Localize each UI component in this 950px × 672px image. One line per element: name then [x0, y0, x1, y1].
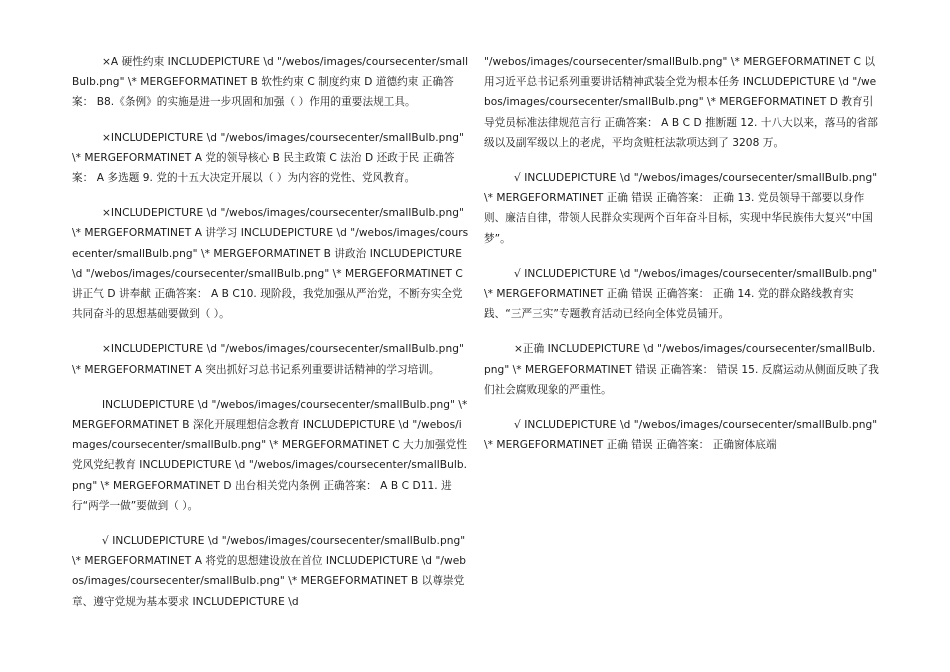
question-paragraph: ×正确 INCLUDEPICTURE \d "/webos/images/coursecenter/smallBulb.png" \* MERGEFORMATINET 错误 正确答案： 错误 15. 反腐运动从侧面反映了我们社会腐败现象的严重性。 [484, 343, 879, 396]
question-paragraph: INCLUDEPICTURE \d "/webos/images/coursecenter/smallBulb.png" \* MERGEFORMATINET B 深化开展理想信念教育 INCLUDEPICTURE \d "/webos/images/coursecenter/smallBulb.png" \* MERGEFORMATINET C 大力加强党性党风党纪教育 INCLUDEPICTURE \d "/webos/images/coursecenter/smallBulb.png" \* MERGEFORMATINET D 出台相关党内条例 正确答案： A B C D11. 进行“两学一做”要做到（ ）。 [72, 398, 468, 512]
question-paragraph: ×A 硬性约束 INCLUDEPICTURE \d "/webos/images/coursecenter/smallBulb.png" \* MERGEFORMATINET B 软性约束 C 制度约束 D 道德约束 正确答案： B8.《条例》的实施是进一步巩固和加强（ ）作用的重要法规工具。 [72, 56, 469, 109]
question-paragraph: ×INCLUDEPICTURE \d "/webos/images/coursecenter/smallBulb.png" \* MERGEFORMATINET A 党的领导核心 B 民主政策 C 法治 D 还政于民 正确答案： A 多选题 9. 党的十五大决定开展以（ ）为内容的党性、党风教育。 [72, 131, 464, 185]
question-paragraph: "/webos/images/coursecenter/smallBulb.png" \* MERGEFORMATINET C 以用习近平总书记系列重要讲话精神武装全党为根本任务 INCLUDEPICTURE \d "/webos/images/coursecenter/smallBulb.png" \* MERGEFORMATINET D 教育引导党员标准法律规范言行 正确答案： A B C D 推断题 12. 十八大以来，落马的省部级以及副军级以上的老虎，平均贪赃枉法款项达到了 3208 万。 [484, 56, 878, 149]
question-paragraph: √ INCLUDEPICTURE \d "/webos/images/coursecenter/smallBulb.png" \* MERGEFORMATINET 正确 错误 正确答案： 正确 13. 党员领导干部要以身作则、廉洁自律，带领人民群众实现两个百年奋斗目标，实现中华民族伟大复兴“中国梦”。 [484, 172, 878, 245]
question-paragraph: √ INCLUDEPICTURE \d "/webos/images/coursecenter/smallBulb.png" \* MERGEFORMATINET 正确 错误 正确答案： 正确窗体底端 [484, 419, 878, 452]
question-paragraph: ×INCLUDEPICTURE \d "/webos/images/coursecenter/smallBulb.png" \* MERGEFORMATINET A 突出抓好习总书记系列重要讲话精神的学习培训。 [72, 343, 464, 376]
question-paragraph: √ INCLUDEPICTURE \d "/webos/images/coursecenter/smallBulb.png" \* MERGEFORMATINET 正确 错误 正确答案： 正确 14. 党的群众路线教育实践、“三严三实”专题教育活动已经向全体党员铺开。 [484, 267, 878, 321]
question-paragraph: √ INCLUDEPICTURE \d "/webos/images/coursecenter/smallBulb.png" \* MERGEFORMATINET A 将党的思想建设放在首位 INCLUDEPICTURE \d "/webos/images/coursecenter/smallBulb.png" \* MERGEFORMATINET B 以尊崇党章、遵守党规为基本要求 INCLUDEPICTURE \d [72, 535, 467, 608]
right-column [484, 52, 882, 470]
question-paragraph: ×INCLUDEPICTURE \d "/webos/images/coursecenter/smallBulb.png" \* MERGEFORMATINET A 讲学习 INCLUDEPICTURE \d "/webos/images/coursecenter/smallBulb.png" \* MERGEFORMATINET B 讲政治 INCLUDEPICTURE \d "/webos/images/coursecenter/smallBulb.png" \* MERGEFORMATINET C 讲正气 D 讲奉献 正确答案： A B C10. 现阶段，我党加强从严治党，不断夯实全党共同奋斗的思想基础要做到（ ）。 [72, 207, 469, 321]
left-column [72, 52, 470, 627]
